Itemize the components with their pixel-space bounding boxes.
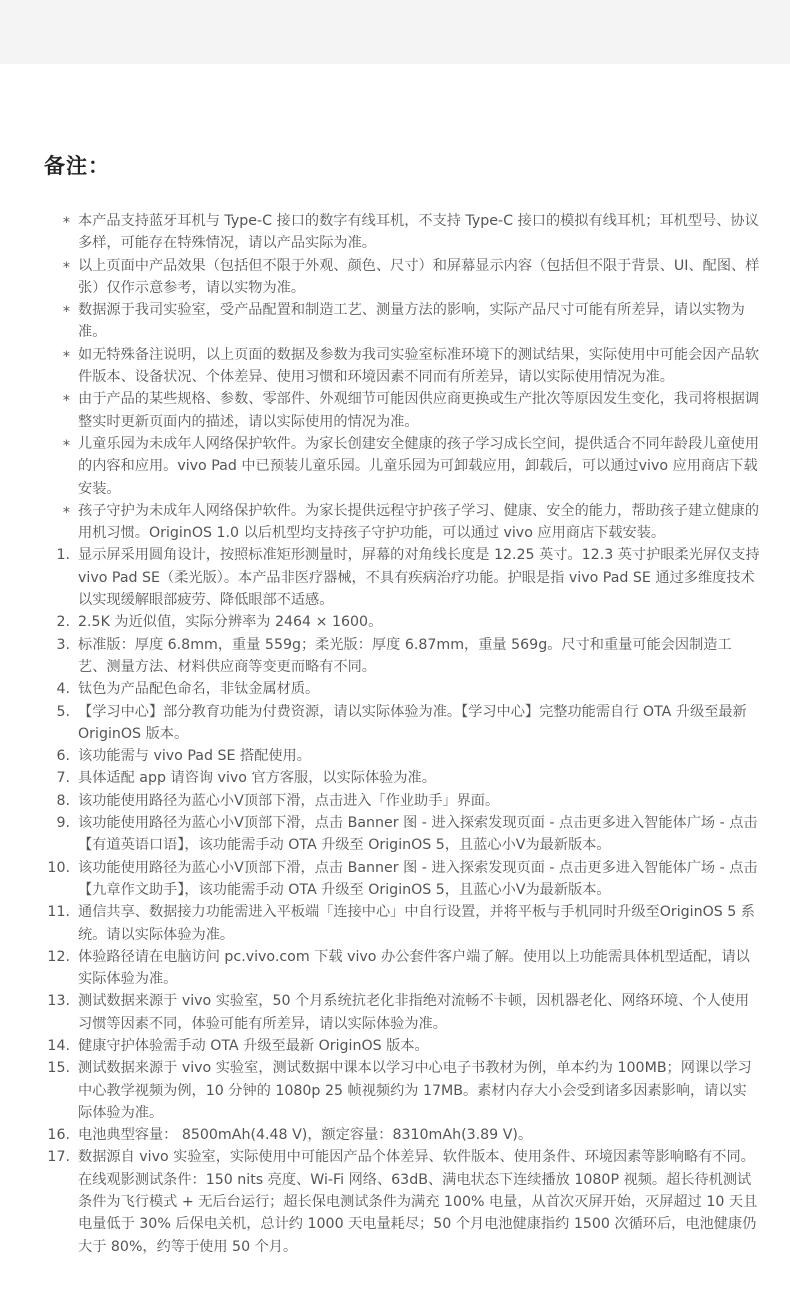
note-text: 2.5K 为近似值，实际分辨率为 2464 × 1600。: [78, 614, 383, 631]
note-marker: *: [62, 304, 70, 321]
note-item: [40, 255, 760, 300]
note-marker: *: [62, 437, 70, 454]
note-item: [40, 1057, 760, 1124]
note-marker: 4.: [56, 681, 70, 698]
note-text: 健康守护体验需手动 OTA 升级至最新 OriginOS 版本。: [78, 1037, 429, 1054]
note-marker: 10.: [47, 859, 70, 876]
top-band: [0, 0, 790, 64]
note-text: 通信共享、数据接力功能需进入平板端「连接中心」中自行设置，并将平板与手机同时升级至OriginOS 5 系统。请以实际体验为准。: [78, 904, 755, 943]
note-text: 测试数据来源于 vivo 实验室，50 个月系统抗老化非指绝对流畅不卡顿，因机器老化、网络环境、个人使用习惯等因素不同，体验可能有所差异，请以实际体验为准。: [78, 993, 750, 1032]
note-marker: 16.: [47, 1127, 70, 1144]
note-marker: *: [62, 348, 70, 365]
note-text: 测试数据来源于 vivo 实验室，测试数据中课本以学习中心电子书教材为例，单本约为 100MB；网课以学习中心教学视频为例，10 分钟的 1080p 25 帧视频约为 17MB。素材内存大小会受到诸多因素影响，请以实际体验为准。: [78, 1060, 752, 1121]
note-item: [40, 1124, 760, 1146]
note-item: [40, 1035, 760, 1057]
note-item: [40, 990, 760, 1035]
note-text: 如无特殊备注说明，以上页面的数据及参数为我司实验室标准环境下的测试结果，实际使用中可能会因产品软件版本、设备状况、个体差异、使用习惯和环境因素不同而有所差异，请以实际使用情况为准。: [78, 346, 760, 386]
note-text: 标准版：厚度 6.8mm，重量 559g；柔光版：厚度 6.87mm，重量 569g。尺寸和重量可能会因制造工艺、测量方法、材料供应商等变更而略有不同。: [78, 636, 732, 675]
note-text: 该功能需与 vivo Pad SE 搭配使用。: [78, 748, 311, 765]
note-marker: 2.: [56, 614, 70, 631]
note-text: 显示屏采用圆角设计，按照标准矩形测量时，屏幕的对角线长度是 12.25 英寸。12.3 英寸护眼柔光屏仅支持 vivo Pad SE（柔光版）。本产品非医疗器械，不具有疾病治疗功能。护眼是指 vivo Pad SE 通过多维度技术以实现缓解眼部疲劳、降低眼部不适感。: [78, 547, 760, 609]
note-text: 【学习中心】部分教育功能为付费资源，请以实际体验为准。【学习中心】完整功能需自行 OTA 升级至最新 OriginOS 版本。: [78, 703, 747, 742]
note-text: 具体适配 app 请咨询 vivo 官方客服，以实际体验为准。: [78, 770, 436, 787]
note-marker: 7.: [56, 770, 70, 787]
note-text: 由于产品的某些规格、参数、零部件、外观细节可能因供应商更换或生产批次等原因发生变化，我司将根据调整实时更新页面内的描述，请以实际使用的情况为准。: [78, 391, 760, 430]
note-text: 孩子守护为未成年人网络保护软件。为家长提供远程守护孩子学习、健康、安全的能力，帮助孩子建立健康的用机习惯。OriginOS 1.0 以后机型均支持孩子守护功能，可以通过 vivo 应用商店下载安装。: [78, 502, 760, 542]
note-text: 数据源于我司实验室，受产品配置和制造工艺、测量方法的影响，实际产品尺寸可能有所差异，请以实物为准。: [78, 302, 745, 341]
note-item: [40, 901, 760, 946]
note-marker: 3.: [56, 636, 70, 653]
note-text: 儿童乐园为未成年人网络保护软件。为家长创建安全健康的孩子学习成长空间，提供适合不同年龄段儿童使用的内容和应用。vivo Pad 中已预装儿童乐园。儿童乐园为可卸载应用，卸载后，可以通过vivo 应用商店下载安装。: [78, 435, 760, 497]
note-item: [40, 344, 760, 389]
note-marker: *: [62, 215, 70, 231]
note-text: 该功能使用路径为蓝心小V顶部下滑，点击 Banner 图 - 进入探索发现页面 - 点击更多进入智能体广场 - 点击【有道英语口语】，该功能需手动 OTA 升级至 OriginOS 5，且蓝心小V为最新版本。: [78, 815, 758, 854]
note-item: [40, 767, 760, 789]
note-marker: *: [62, 259, 70, 276]
note-item: [40, 544, 760, 611]
note-marker: 11.: [47, 904, 70, 921]
note-text: 钛色为产品配色命名，非钛金属材质。: [78, 681, 320, 698]
note-text: 体验路径请在电脑访问 pc.vivo.com 下载 vivo 办公套件客户端了解。使用以上功能需具体机型适配，请以实际体验为准。: [78, 948, 750, 988]
note-item: [40, 299, 760, 344]
note-item: [40, 790, 760, 812]
notes-heading: 备注：: [44, 154, 110, 178]
note-text: 该功能使用路径为蓝心小V顶部下滑，点击进入「作业助手」界面。: [78, 792, 500, 809]
note-marker: 5.: [56, 703, 70, 720]
note-item: [40, 500, 760, 545]
note-item: [40, 1146, 760, 1257]
note-item: [40, 611, 760, 633]
note-marker: 15.: [47, 1060, 70, 1077]
note-marker: 13.: [47, 993, 70, 1010]
note-text: 本产品支持蓝牙耳机与 Type-C 接口的数字有线耳机，不支持 Type-C 接口的模拟有线耳机；耳机型号、协议多样，可能存在特殊情况，请以产品实际为准。: [78, 213, 759, 252]
notes-list: [40, 210, 760, 1258]
note-item: [40, 433, 760, 500]
note-item: [40, 678, 760, 700]
note-marker: *: [62, 504, 70, 521]
note-text: 该功能使用路径为蓝心小V顶部下滑，点击 Banner 图 - 进入探索发现页面 - 点击更多进入智能体广场 - 点击【九章作文助手】，该功能需手动 OTA 升级至 OriginOS 5，且蓝心小V为最新版本。: [78, 859, 758, 898]
note-item: [40, 210, 760, 255]
note-item: [40, 857, 760, 902]
note-marker: 6.: [56, 748, 70, 765]
note-text: 以上页面中产品效果（包括但不限于外观、颜色、尺寸）和屏幕显示内容（包括但不限于背景、UI、配图、样张）仅作示意参考，请以实物为准。: [78, 257, 760, 296]
note-item: [40, 388, 760, 433]
note-text: 电池典型容量： 8500mAh(4.48 V)，额定容量：8310mAh(3.89 V)。: [78, 1127, 533, 1144]
note-marker: 1.: [56, 547, 70, 564]
note-marker: 14.: [47, 1037, 70, 1054]
note-marker: 12.: [47, 948, 70, 965]
note-marker: 17.: [47, 1149, 70, 1166]
note-item: [40, 634, 760, 679]
note-marker: 9.: [56, 815, 70, 832]
note-marker: 8.: [56, 792, 70, 809]
note-item: [40, 745, 760, 767]
note-text: 数据源自 vivo 实验室，实际使用中可能因产品个体差异、软件版本、使用条件、环境因素等影响略有不同。在线观影测试条件：150 nits 亮度、Wi-Fi 网络、63dB、满电状态下连续播放 1080P 视频。超长待机测试条件为飞行模式 + 无后台运行；超长保电测试条件为满充 100% 电量，从首次灭屏开始，灭屏超过 10 天且电量低于 30% 后保电关机，总计约 1000 天电量耗尽；50 个月电池健康指约 1500 次循环后，电池健康仍大于 80%，约等于使用 50 个月。: [78, 1149, 758, 1255]
note-item: [40, 701, 760, 746]
note-marker: *: [62, 393, 70, 410]
note-item: [40, 946, 760, 991]
note-item: [40, 812, 760, 857]
